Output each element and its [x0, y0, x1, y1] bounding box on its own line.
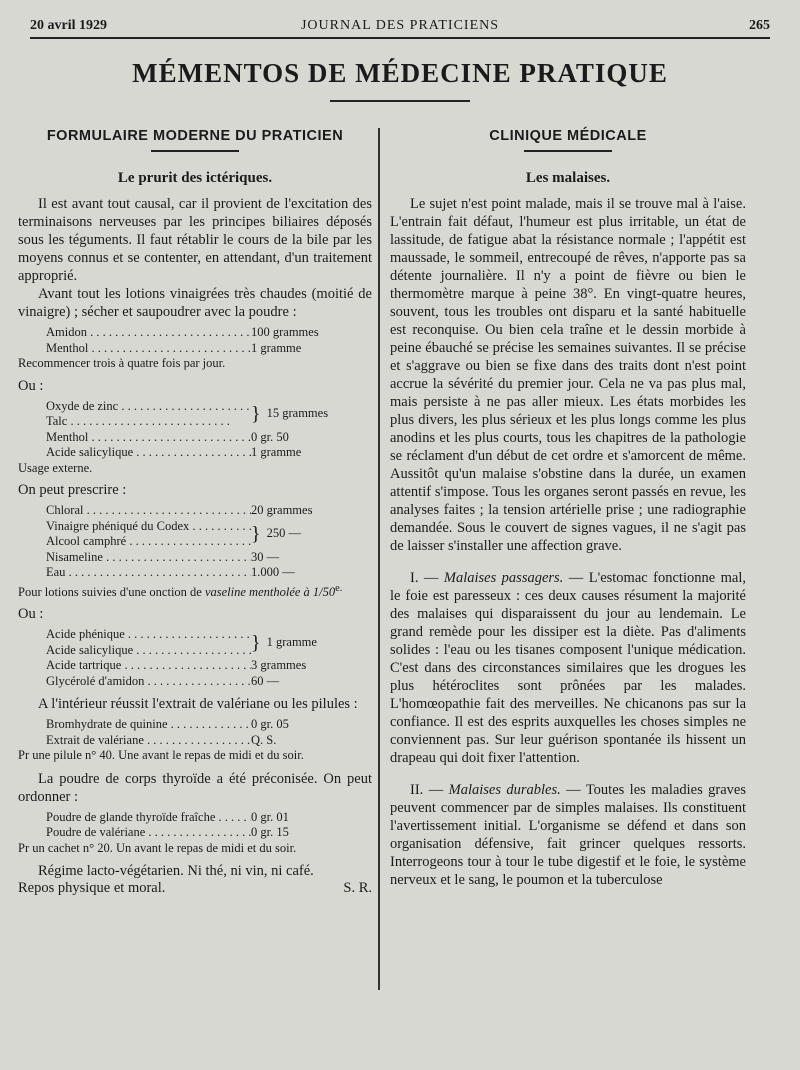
valeriane-paragraph: A l'intérieur réussit l'extrait de valériane ou les pilules : — [38, 696, 358, 713]
drug-name: Poudre de glande thyroïde fraîche . . . — [46, 810, 251, 826]
note-text: Pour lotions suivies d'une onction de — [18, 584, 205, 599]
drug-name: Acide tartrique . . . — [46, 658, 251, 674]
left-column — [18, 122, 372, 897]
rx-line — [18, 810, 372, 826]
section-heading: Malaises passagers. — [443, 570, 564, 586]
drug-qty: 3 grammes — [251, 658, 307, 673]
author-signature: S. R. — [343, 880, 372, 897]
brace-icon: } — [251, 403, 261, 425]
prescription-2 — [18, 399, 372, 477]
drug-name: Chloral . . . — [46, 503, 251, 519]
rx-note: Usage externe. — [18, 460, 93, 475]
drug-name: Menthol . . . — [46, 430, 251, 446]
rx-group — [18, 399, 372, 430]
paragraph-1: Le sujet n'est point malade, mais il se trouve mal à l'aise. L'entrain fait défaut, l'humeur est plus irritable, un état de lassitude, de fatigue abat la résistance normale ; l'appétit est maussade, le sommeil, entrecoupé de rêves, n'apporte pas sa détente journalière. Il n'y a point de fièvre ou bien le thermomètre marque à peine 38°. En vingt-quatre heures, souvent, tous les troubles ont disparu et la santé habituelle est reconquise. Ou bien cela traîne et le dessin morbide à peine ébauché se précise les semaines suivantes. Il se précise et s'aggrave ou bien se fixe dans des traits dont n'est point accrue la sévérité du premier jour. Cela ne va pas plus mal, mais persiste à ne pas aller mieux. Les états morbides les plus divers, les plus sérieux et les plus longs comme les plus anodins et les plus courts, tous les chapitres de la pathologie se réclament d'un début de cet ordre et s'amorcent de même. Aussitôt qu'un malaise s'obstine dans la durée, un examen attentif s'impose. Tous les organes seront passés en revue, les analyses faites ; la tension artérielle prise ; une radiographie demandée. Sous le couvert de signes vagues, il ne s'agit pas de laisser s'installer une affection grave. — [390, 196, 746, 554]
drug-qty: 1 gramme — [266, 634, 317, 649]
drug-qty: 100 grammes — [251, 325, 319, 339]
drug-name: Oxyde de zinc . . . — [46, 399, 251, 415]
drug-name: Alcool camphré . . . — [46, 534, 251, 550]
rx-note — [18, 581, 372, 601]
rx-line — [18, 674, 372, 690]
prescription-5 — [18, 717, 372, 764]
drug-qty: 1.000 — — [251, 565, 295, 579]
rx-line — [18, 445, 372, 461]
section-title: CLINIQUE MÉDICALE — [489, 128, 647, 144]
column-divider — [378, 128, 380, 990]
rx-line — [18, 550, 372, 566]
brace-icon: } — [251, 523, 261, 545]
drug-qty: 30 — — [251, 549, 280, 564]
drug-name: Poudre de valériane . . . — [46, 825, 251, 841]
rx-note: Recommencer trois à quatre fois par jour. — [18, 356, 226, 370]
article-title: Le prurit des ictériques. — [117, 170, 273, 186]
right-column — [390, 122, 746, 889]
rx-line — [18, 658, 372, 674]
rx-group — [18, 519, 372, 550]
prescription-1 — [18, 325, 372, 372]
drug-name: Extrait de valériane . . . — [46, 733, 251, 749]
drug-name: Menthol . . . — [46, 341, 251, 357]
section-number: II. — — [410, 782, 449, 798]
note-sup: e. — [335, 582, 343, 594]
prescription-3 — [18, 503, 372, 600]
drug-qty: 20 grammes — [251, 503, 313, 517]
drug-qty: 0 gr. 01 — [251, 809, 289, 824]
drug-qty: 250 — — [266, 526, 301, 541]
rx-line — [18, 825, 372, 841]
issue-date: 20 avril 1929 — [30, 18, 107, 33]
rx-line — [18, 733, 372, 749]
section-rule — [151, 150, 239, 152]
article-title: Les malaises. — [525, 170, 611, 186]
or-label: Ou : — [18, 377, 44, 394]
drug-name: Amidon . . . — [46, 325, 251, 341]
drug-qty: 0 gr. 05 — [251, 717, 289, 732]
closing-line — [18, 880, 372, 897]
rx-group — [18, 627, 372, 658]
paragraph-3 — [390, 781, 746, 889]
drug-name: Glycérolé d'amidon . . . — [46, 674, 251, 690]
drug-name: Bromhydrate de quinine . . . — [46, 717, 251, 733]
prescription-4 — [18, 627, 372, 689]
drug-name: Acide salicylique . . . — [46, 643, 251, 659]
section-number: I. — — [410, 570, 444, 586]
repos-text: Repos physique et moral. — [18, 880, 166, 897]
drug-qty: 15 grammes — [266, 406, 329, 421]
section-title: FORMULAIRE MODERNE DU PRATICIEN — [46, 128, 344, 144]
on-peut-label: On peut prescrire : — [18, 482, 127, 498]
page-number: 265 — [749, 18, 770, 33]
lotions-paragraph: Avant tout les lotions vinaigrées très chaudes (moitié de vinaigre) ; sécher et saupoudrer avec la poudre : — [18, 286, 372, 320]
drug-qty: Q. S. — [251, 732, 277, 747]
rx-note: Pr une pilule n° 40. Une avant le repas de midi et du soir. — [18, 748, 304, 763]
thyroide-paragraph: La poudre de corps thyroïde a été préconisée. On peut ordonner : — [18, 770, 372, 805]
rx-line — [18, 503, 372, 519]
rx-line — [18, 565, 372, 581]
drug-name: Acide salicylique . . . — [46, 445, 251, 461]
paragraph-text: — Toutes les maladies graves peuvent commencer par de simples malaises. Ils constituent l'avertissement initial. L'organisme se défend et dans son organisation défensive, fait grincer quelques ressorts. Interrogeons tour à tour le tube digestif et le foie, le système nerveux et le sang, le poumon et la tuberculose — [390, 782, 746, 888]
drug-qty: 1 gramme — [251, 445, 302, 459]
note-italic: vaseline mentholée à 1/50 — [204, 584, 336, 599]
or-label: Ou : — [18, 606, 44, 623]
paragraph-text: — L'estomac fonctionne mal, le foie est paresseux : ces deux causes résument la majorité des malaises qui disparaissent du jour au lendemain. Le grand remède pour les dissiper est la diète. Pas d'aliments solides : l'eau ou les tisanes composent l'unique médication. C'est dans des circonstances similaires que les drogues les plus hétéroclites sont prônées par les malades. L'homœopathie fait des merveilles. Ne chicanons pas sur la confiance. Il est des esprits auxquelles les choses simples ne conviennent pas. Sur leur guérison spontanée ils hissent un drapeau qui doit fixer l'attention. — [390, 570, 746, 766]
drug-name: Talc . . . — [46, 414, 251, 430]
drug-name: Nisameline . . . — [46, 550, 251, 566]
rx-line — [18, 430, 372, 446]
rx-line — [18, 717, 372, 733]
header-rule — [30, 37, 770, 39]
regime-line: Régime lacto-végétarien. Ni thé, ni vin, ni café. — [38, 863, 314, 880]
page-title: MÉMENTOS DE MÉDECINE PRATIQUE — [132, 58, 668, 88]
drug-name: Acide phénique . . . — [46, 627, 251, 643]
running-header — [30, 16, 770, 36]
drug-qty: 0 gr. 50 — [251, 429, 289, 444]
rx-note: Pr un cachet n° 20. Un avant le repas de midi et du soir. — [18, 840, 297, 855]
drug-qty: 60 — — [251, 673, 280, 688]
drug-qty: 1 gramme — [251, 340, 302, 355]
paragraph-2 — [390, 569, 746, 767]
brace-icon: } — [251, 631, 261, 654]
prescription-6 — [18, 810, 372, 857]
title-rule — [330, 100, 470, 102]
rx-line — [18, 325, 372, 341]
intro-paragraph: Il est avant tout causal, car il provient de l'excitation des terminaisons nerveuses par les principes biliaires déposés sous les téguments. Il faut rétablir le cours de la bile par les moyens connus et se contenter, en attendant, d'un traitement approprié. — [18, 196, 372, 284]
drug-name: Eau . . . — [46, 565, 251, 581]
section-rule — [524, 150, 612, 152]
journal-name: JOURNAL DES PRATICIENS — [300, 18, 500, 33]
section-heading: Malaises durables. — [448, 782, 561, 798]
drug-name: Vinaigre phéniqué du Codex . . . — [46, 519, 251, 535]
rx-line — [18, 341, 372, 357]
drug-qty: 0 gr. 15 — [251, 825, 289, 840]
